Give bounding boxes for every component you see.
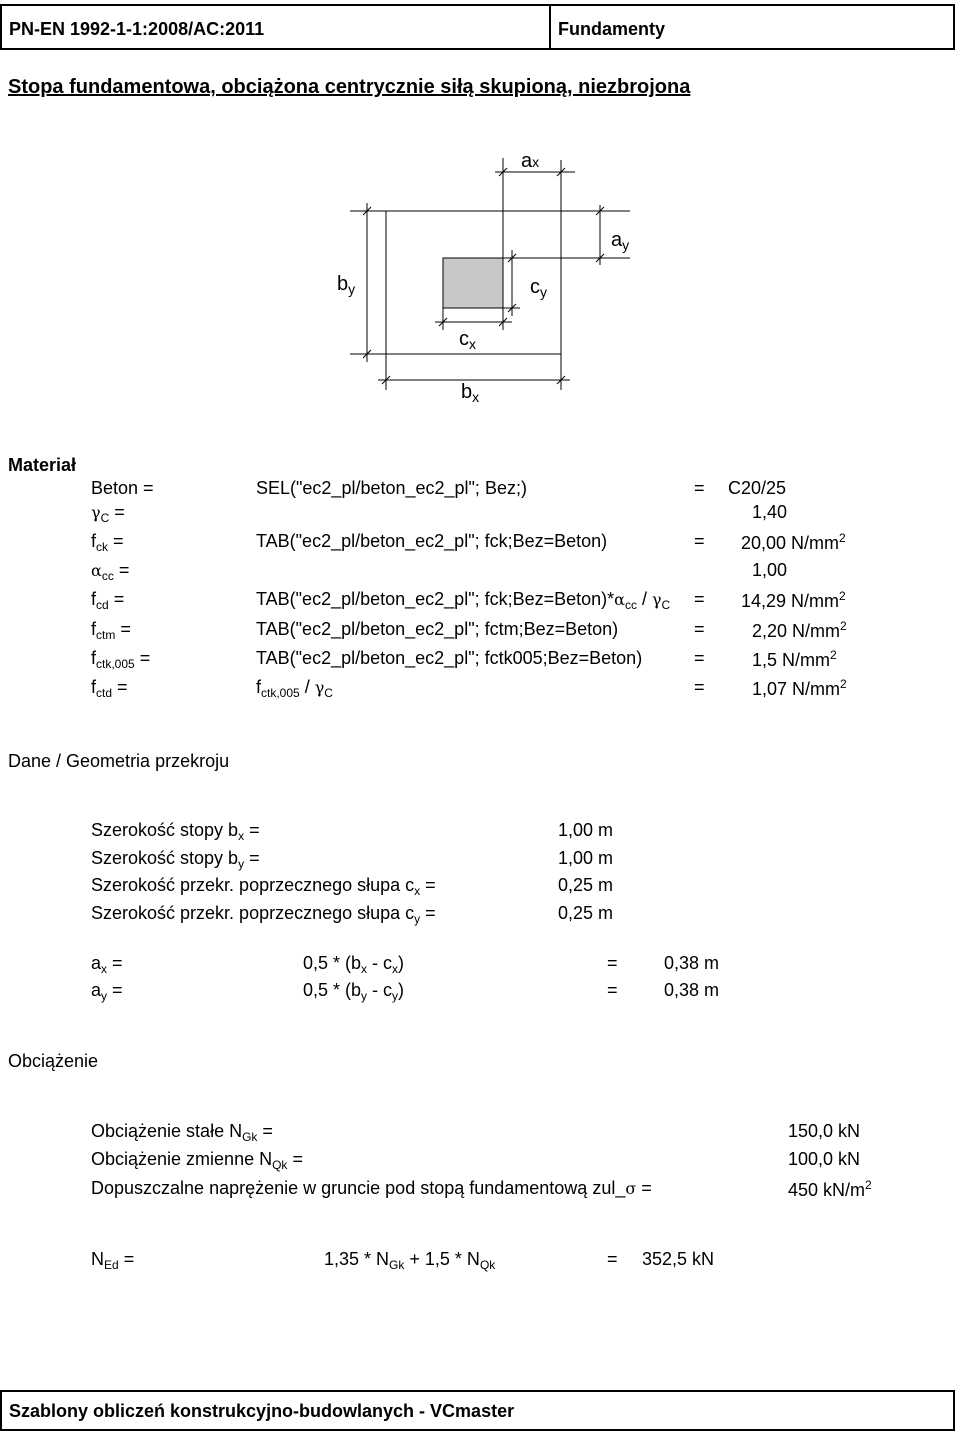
material-row-alphacc-symbol: $\alpha_{cc}$ = xyxy=(91,560,130,583)
material-row-alphacc-value: 1,00 xyxy=(752,560,788,580)
geometry-row-cx-value: 0,25 m xyxy=(558,875,614,895)
geometry-row-bx-value: 1,00 m xyxy=(558,820,614,840)
section-loads-heading: Obciążenie xyxy=(8,1051,99,1071)
material-row-fck-symbol: $f_{ck}$ = xyxy=(91,531,124,554)
label-ax: ax xyxy=(521,150,540,172)
calc-row-ax-symbol: $a_x$ = xyxy=(91,953,123,976)
geometry-row-by-label: Szerokość stopy $b_y$ = xyxy=(91,848,260,871)
material-row-fck-eq: = xyxy=(694,531,705,551)
load-row-nqk-value: 100,0 kN xyxy=(788,1149,861,1169)
load-row-sigma-label: Dopuszczalne naprężenie w gruncie pod stopą fundamentową zul_σ = xyxy=(91,1178,652,1198)
ned-value: 352,5 kN xyxy=(642,1249,715,1269)
footer-text: Szablony obliczeń konstrukcyjno-budowlanych - VCmaster xyxy=(9,1401,515,1421)
section-geometry-heading: Dane / Geometria przekroju xyxy=(8,751,230,771)
material-row-gammac-value: 1,40 xyxy=(752,502,788,522)
material-row-fctk-symbol: $f_{ctk,005}$ = xyxy=(91,648,151,671)
material-row-beton-formula: SEL("ec2_pl/beton_ec2_pl"; Bez;) xyxy=(256,478,527,498)
ned-eq: = xyxy=(607,1249,618,1269)
material-row-fctm-formula: TAB("ec2_pl/beton_ec2_pl"; fctm;Bez=Beton) xyxy=(256,619,619,639)
material-row-fctk-value: 1,5 $N/mm^2$ xyxy=(752,648,837,670)
material-row-fctk-formula: TAB("ec2_pl/beton_ec2_pl"; fctk005;Bez=Beton) xyxy=(256,648,643,668)
calc-row-ax-formula: $0,5 * (b_x - c_x)$ xyxy=(303,953,405,976)
material-row-fctd-value: 1,07 $N/mm^2$ xyxy=(752,677,847,699)
column-section xyxy=(443,258,503,308)
label-cy: $c_y$ xyxy=(530,276,547,300)
material-row-fcd-formula: TAB("ec2_pl/beton_ec2_pl"; $fck;Bez=Beton)*\alpha_{cc} / \gamma_C$ xyxy=(256,589,671,612)
geometry-row-cy-label: Szerokość przekr. poprzecznego słupa $c_y$ = xyxy=(91,903,436,926)
geometry-row-cx-label: Szerokość przekr. poprzecznego słupa $c_x$ = xyxy=(91,875,436,898)
label-cx: $c_x$ xyxy=(459,328,476,352)
calc-row-ay-formula: $0,5 * (b_y - c_y)$ xyxy=(303,980,405,1003)
material-row-gammac-symbol: $\gamma_C$ = xyxy=(91,502,125,525)
geometry-row-by-value: 1,00 m xyxy=(558,848,614,868)
label-ay: $a_y$ xyxy=(611,229,630,253)
material-row-beton-value: C20/25 xyxy=(728,478,787,498)
material-row-fcd-eq: = xyxy=(694,589,705,609)
material-row-fctd-symbol: $f_{ctd}$ = xyxy=(91,677,128,700)
foundation-diagram xyxy=(0,0,960,420)
material-row-fck-formula: TAB("ec2_pl/beton_ec2_pl"; fck;Bez=Beton) xyxy=(256,531,608,551)
ned-formula: $1,35 * N_{Gk} + 1,5 * N_{Qk}$ xyxy=(324,1249,496,1272)
ned-symbol: $N_{Ed}$ = xyxy=(91,1249,135,1272)
section-material-heading: Materiał xyxy=(8,455,77,475)
load-row-nqk-label: Obciążenie zmienne $N_{Qk}$ = xyxy=(91,1149,303,1172)
label-by: $b_y$ xyxy=(337,273,356,297)
geometry-row-bx-label: Szerokość stopy $b_x$ = xyxy=(91,820,260,843)
load-row-sigma-value: 450 $kN/m^2$ xyxy=(788,1178,872,1200)
calc-row-ax-eq: = xyxy=(607,953,618,973)
material-row-beton-symbol: Beton = xyxy=(91,478,154,498)
material-row-fctk-eq: = xyxy=(694,648,705,668)
material-row-fctd-formula: $f_{ctk,005} / \gamma_C$ xyxy=(256,677,333,700)
geometry-row-cy-value: 0,25 m xyxy=(558,903,614,923)
calc-row-ay-eq: = xyxy=(607,980,618,1000)
category-label: Fundamenty xyxy=(558,19,666,39)
calc-row-ax-value: 0,38 m xyxy=(664,953,720,973)
page-title: Stopa fundamentowa, obciążona centrycznie siłą skupioną, niezbrojona xyxy=(8,76,691,98)
material-row-fcd-symbol: $f_{cd}$ = xyxy=(91,589,125,612)
material-row-fctd-eq: = xyxy=(694,677,705,697)
calc-row-ay-value: 0,38 m xyxy=(664,980,720,1000)
material-row-fck-value: 20,00 $N/mm^2$ xyxy=(741,531,846,553)
material-row-fctm-eq: = xyxy=(694,619,705,639)
material-row-fctm-symbol: $f_{ctm}$ = xyxy=(91,619,131,642)
material-row-beton-eq: = xyxy=(694,478,705,498)
material-row-fctm-value: 2,20 $N/mm^2$ xyxy=(752,619,847,641)
calc-row-ay-symbol: $a_y$ = xyxy=(91,980,123,1003)
standard-label: PN-EN 1992-1-1:2008/AC:2011 xyxy=(9,19,265,39)
material-row-fcd-value: 14,29 $N/mm^2$ xyxy=(741,589,846,611)
label-bx: $b_x$ xyxy=(461,381,480,405)
load-row-ngk-label: Obciążenie stałe $N_{Gk}$ = xyxy=(91,1121,273,1144)
load-row-ngk-value: 150,0 kN xyxy=(788,1121,861,1141)
